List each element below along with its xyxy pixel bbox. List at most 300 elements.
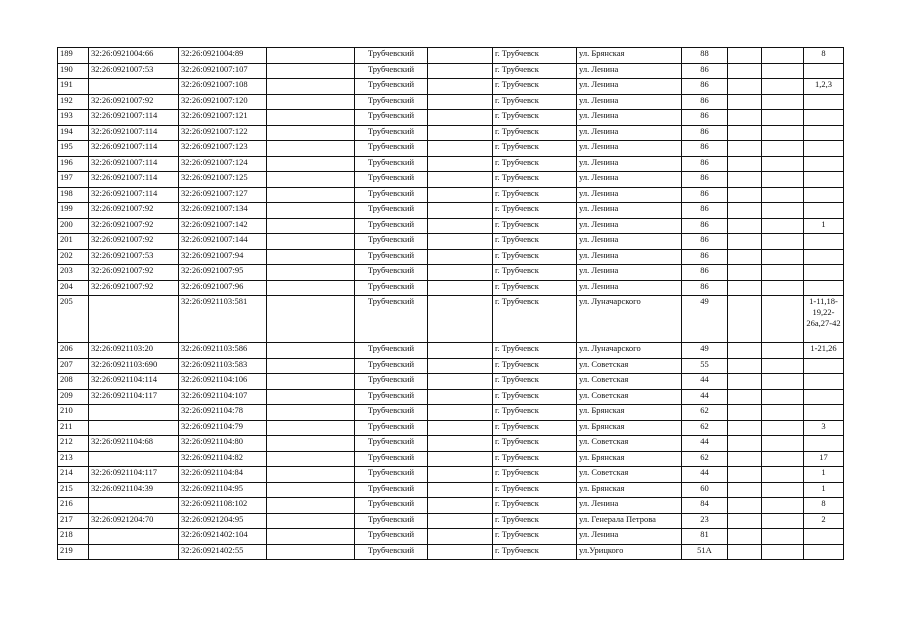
cell-apartments: 1 bbox=[804, 482, 844, 498]
cell-no: 216 bbox=[58, 498, 89, 514]
cell-blank1 bbox=[267, 451, 355, 467]
cell-city: г. Трубчевск bbox=[493, 405, 577, 421]
cell-cad-new: 32:26:0921007:144 bbox=[179, 234, 267, 250]
cell-blank2 bbox=[428, 529, 493, 545]
cell-blank1 bbox=[267, 156, 355, 172]
cell-blank2 bbox=[428, 296, 493, 343]
cell-house: 86 bbox=[682, 156, 728, 172]
cell-street: ул. Ленина bbox=[577, 498, 682, 514]
cell-street: ул. Ленина bbox=[577, 141, 682, 157]
cell-blank2 bbox=[428, 234, 493, 250]
cell-district: Трубчевский bbox=[355, 187, 428, 203]
cell-house: 86 bbox=[682, 203, 728, 219]
cell-apartments: 2 bbox=[804, 513, 844, 529]
cell-cad-old bbox=[89, 544, 179, 560]
cell-city: г. Трубчевск bbox=[493, 389, 577, 405]
cell-street: ул. Брянская bbox=[577, 451, 682, 467]
cell-blank4 bbox=[762, 265, 804, 281]
table-row bbox=[58, 79, 844, 95]
cell-blank3 bbox=[728, 63, 762, 79]
table-row bbox=[58, 141, 844, 157]
cell-district: Трубчевский bbox=[355, 234, 428, 250]
cell-house: 86 bbox=[682, 79, 728, 95]
cell-cad-old: 32:26:0921104:117 bbox=[89, 467, 179, 483]
cell-blank3 bbox=[728, 249, 762, 265]
cell-blank4 bbox=[762, 234, 804, 250]
cell-cad-old bbox=[89, 79, 179, 95]
cell-blank2 bbox=[428, 467, 493, 483]
cell-blank4 bbox=[762, 218, 804, 234]
cell-apartments bbox=[804, 203, 844, 219]
cell-city: г. Трубчевск bbox=[493, 451, 577, 467]
cell-blank4 bbox=[762, 544, 804, 560]
cell-blank2 bbox=[428, 436, 493, 452]
cell-blank1 bbox=[267, 172, 355, 188]
cell-blank4 bbox=[762, 280, 804, 296]
cell-blank1 bbox=[267, 544, 355, 560]
cell-cad-old: 32:26:0921007:114 bbox=[89, 172, 179, 188]
cell-blank2 bbox=[428, 358, 493, 374]
cell-street: ул. Ленина bbox=[577, 125, 682, 141]
cell-house: 86 bbox=[682, 172, 728, 188]
cell-street: ул. Советская bbox=[577, 374, 682, 390]
table-row bbox=[58, 265, 844, 281]
cell-apartments bbox=[804, 280, 844, 296]
cell-cad-new: 32:26:0921104:82 bbox=[179, 451, 267, 467]
cell-no: 202 bbox=[58, 249, 89, 265]
cell-cad-new: 32:26:0921104:107 bbox=[179, 389, 267, 405]
cell-blank4 bbox=[762, 451, 804, 467]
cell-city: г. Трубчевск bbox=[493, 529, 577, 545]
cell-district: Трубчевский bbox=[355, 280, 428, 296]
cell-apartments bbox=[804, 436, 844, 452]
cell-district: Трубчевский bbox=[355, 296, 428, 343]
cell-blank3 bbox=[728, 296, 762, 343]
cell-no: 193 bbox=[58, 110, 89, 126]
cell-blank3 bbox=[728, 141, 762, 157]
cell-apartments: 1-21,26 bbox=[804, 343, 844, 359]
cell-house: 81 bbox=[682, 529, 728, 545]
cell-blank2 bbox=[428, 156, 493, 172]
cell-street: ул. Ленина bbox=[577, 234, 682, 250]
cell-cad-old: 32:26:0921004:66 bbox=[89, 48, 179, 64]
cell-no: 197 bbox=[58, 172, 89, 188]
cell-blank3 bbox=[728, 218, 762, 234]
cell-cad-new: 32:26:0921104:79 bbox=[179, 420, 267, 436]
cell-house: 86 bbox=[682, 218, 728, 234]
cell-blank3 bbox=[728, 498, 762, 514]
cell-blank4 bbox=[762, 156, 804, 172]
cell-cad-old bbox=[89, 529, 179, 545]
cell-district: Трубчевский bbox=[355, 249, 428, 265]
cell-street: ул. Ленина bbox=[577, 187, 682, 203]
table-row bbox=[58, 94, 844, 110]
cell-city: г. Трубчевск bbox=[493, 358, 577, 374]
cell-blank1 bbox=[267, 358, 355, 374]
cell-cad-new: 32:26:0921108:102 bbox=[179, 498, 267, 514]
cell-cad-new: 32:26:0921007:123 bbox=[179, 141, 267, 157]
cell-blank3 bbox=[728, 467, 762, 483]
cell-street: ул. Ленина bbox=[577, 79, 682, 95]
cell-cad-old: 32:26:0921104:114 bbox=[89, 374, 179, 390]
cell-street: ул. Луначарского bbox=[577, 343, 682, 359]
table-row bbox=[58, 498, 844, 514]
cell-blank3 bbox=[728, 234, 762, 250]
cell-no: 213 bbox=[58, 451, 89, 467]
cell-no: 201 bbox=[58, 234, 89, 250]
cell-blank1 bbox=[267, 467, 355, 483]
cell-blank4 bbox=[762, 467, 804, 483]
cell-blank3 bbox=[728, 358, 762, 374]
cell-district: Трубчевский bbox=[355, 451, 428, 467]
cell-blank1 bbox=[267, 218, 355, 234]
cell-no: 215 bbox=[58, 482, 89, 498]
cell-blank2 bbox=[428, 172, 493, 188]
cell-blank4 bbox=[762, 110, 804, 126]
cell-district: Трубчевский bbox=[355, 467, 428, 483]
cell-house: 62 bbox=[682, 405, 728, 421]
cell-cad-new: 32:26:0921402:55 bbox=[179, 544, 267, 560]
table-row bbox=[58, 374, 844, 390]
cell-blank2 bbox=[428, 110, 493, 126]
cell-apartments bbox=[804, 172, 844, 188]
cell-city: г. Трубчевск bbox=[493, 234, 577, 250]
cell-street: ул. Ленина bbox=[577, 110, 682, 126]
cell-street: ул. Ленина bbox=[577, 529, 682, 545]
cell-street: ул. Ленина bbox=[577, 249, 682, 265]
cell-no: 192 bbox=[58, 94, 89, 110]
cell-no: 211 bbox=[58, 420, 89, 436]
cell-apartments bbox=[804, 94, 844, 110]
cell-cad-old: 32:26:0921007:114 bbox=[89, 110, 179, 126]
cell-blank3 bbox=[728, 374, 762, 390]
cell-apartments: 3 bbox=[804, 420, 844, 436]
cell-no: 218 bbox=[58, 529, 89, 545]
table-row bbox=[58, 529, 844, 545]
table-row bbox=[58, 451, 844, 467]
cell-no: 208 bbox=[58, 374, 89, 390]
cell-blank3 bbox=[728, 265, 762, 281]
table-row bbox=[58, 358, 844, 374]
cell-house: 49 bbox=[682, 343, 728, 359]
table-row bbox=[58, 513, 844, 529]
cell-no: 191 bbox=[58, 79, 89, 95]
cell-cad-new: 32:26:0921103:583 bbox=[179, 358, 267, 374]
cell-blank3 bbox=[728, 529, 762, 545]
cell-blank2 bbox=[428, 389, 493, 405]
cell-house: 86 bbox=[682, 265, 728, 281]
cell-blank4 bbox=[762, 79, 804, 95]
cell-house: 44 bbox=[682, 374, 728, 390]
cell-blank3 bbox=[728, 420, 762, 436]
cell-apartments bbox=[804, 125, 844, 141]
cell-cad-old: 32:26:0921007:53 bbox=[89, 249, 179, 265]
cell-blank2 bbox=[428, 482, 493, 498]
cell-no: 217 bbox=[58, 513, 89, 529]
cell-cad-new: 32:26:0921007:134 bbox=[179, 203, 267, 219]
table-row bbox=[58, 203, 844, 219]
cell-no: 198 bbox=[58, 187, 89, 203]
cell-blank1 bbox=[267, 405, 355, 421]
table-row bbox=[58, 343, 844, 359]
cell-apartments bbox=[804, 234, 844, 250]
cell-house: 44 bbox=[682, 389, 728, 405]
cell-cad-old bbox=[89, 296, 179, 343]
cell-blank1 bbox=[267, 296, 355, 343]
cell-district: Трубчевский bbox=[355, 141, 428, 157]
cell-no: 196 bbox=[58, 156, 89, 172]
table-row bbox=[58, 436, 844, 452]
cell-cad-old: 32:26:0921007:92 bbox=[89, 234, 179, 250]
cell-blank1 bbox=[267, 280, 355, 296]
cell-street: ул. Ленина bbox=[577, 172, 682, 188]
cell-apartments bbox=[804, 141, 844, 157]
cell-street: ул. Ленина bbox=[577, 265, 682, 281]
cell-cad-old: 32:26:0921104:68 bbox=[89, 436, 179, 452]
cell-street: ул. Генерала Петрова bbox=[577, 513, 682, 529]
cell-district: Трубчевский bbox=[355, 498, 428, 514]
cell-blank4 bbox=[762, 358, 804, 374]
table-row bbox=[58, 544, 844, 560]
cell-cad-new: 32:26:0921104:80 bbox=[179, 436, 267, 452]
cell-no: 189 bbox=[58, 48, 89, 64]
cell-blank4 bbox=[762, 172, 804, 188]
table-row bbox=[58, 296, 844, 343]
cell-cad-old: 32:26:0921007:92 bbox=[89, 218, 179, 234]
cell-district: Трубчевский bbox=[355, 389, 428, 405]
cell-no: 209 bbox=[58, 389, 89, 405]
cell-blank2 bbox=[428, 203, 493, 219]
cell-blank2 bbox=[428, 280, 493, 296]
table-row bbox=[58, 125, 844, 141]
cell-blank1 bbox=[267, 125, 355, 141]
cell-cad-new: 32:26:0921007:142 bbox=[179, 218, 267, 234]
cell-blank2 bbox=[428, 249, 493, 265]
cell-blank3 bbox=[728, 48, 762, 64]
cell-cad-new: 32:26:0921007:122 bbox=[179, 125, 267, 141]
cell-no: 200 bbox=[58, 218, 89, 234]
cell-apartments bbox=[804, 63, 844, 79]
cell-apartments: 1-11,18-19,22-26а,27-42 bbox=[804, 296, 844, 343]
cell-blank4 bbox=[762, 125, 804, 141]
cell-district: Трубчевский bbox=[355, 374, 428, 390]
cell-blank4 bbox=[762, 389, 804, 405]
cell-blank1 bbox=[267, 94, 355, 110]
cell-district: Трубчевский bbox=[355, 79, 428, 95]
cell-cad-old: 32:26:0921007:92 bbox=[89, 203, 179, 219]
cell-house: 86 bbox=[682, 249, 728, 265]
table-row bbox=[58, 48, 844, 64]
cell-blank2 bbox=[428, 420, 493, 436]
table-row bbox=[58, 482, 844, 498]
cell-no: 195 bbox=[58, 141, 89, 157]
cell-city: г. Трубчевск bbox=[493, 467, 577, 483]
cell-no: 210 bbox=[58, 405, 89, 421]
cell-blank1 bbox=[267, 63, 355, 79]
cell-district: Трубчевский bbox=[355, 48, 428, 64]
cell-city: г. Трубчевск bbox=[493, 110, 577, 126]
table-row bbox=[58, 110, 844, 126]
cell-city: г. Трубчевск bbox=[493, 420, 577, 436]
cell-cad-new: 32:26:0921007:125 bbox=[179, 172, 267, 188]
cell-street: ул. Ленина bbox=[577, 218, 682, 234]
cell-cad-new: 32:26:0921104:106 bbox=[179, 374, 267, 390]
cell-house: 62 bbox=[682, 420, 728, 436]
cell-city: г. Трубчевск bbox=[493, 125, 577, 141]
cell-cad-old: 32:26:0921104:117 bbox=[89, 389, 179, 405]
cell-house: 86 bbox=[682, 125, 728, 141]
cell-house: 86 bbox=[682, 141, 728, 157]
cell-city: г. Трубчевск bbox=[493, 48, 577, 64]
table-row bbox=[58, 280, 844, 296]
cell-blank3 bbox=[728, 187, 762, 203]
cell-blank2 bbox=[428, 374, 493, 390]
cell-cad-old: 32:26:0921103:690 bbox=[89, 358, 179, 374]
cell-district: Трубчевский bbox=[355, 203, 428, 219]
cell-house: 62 bbox=[682, 451, 728, 467]
cell-district: Трубчевский bbox=[355, 156, 428, 172]
cell-apartments: 8 bbox=[804, 498, 844, 514]
cell-cad-old: 32:26:0921007:114 bbox=[89, 125, 179, 141]
cell-no: 204 bbox=[58, 280, 89, 296]
cell-house: 86 bbox=[682, 94, 728, 110]
cell-cad-old: 32:26:0921007:114 bbox=[89, 187, 179, 203]
cell-district: Трубчевский bbox=[355, 218, 428, 234]
cell-city: г. Трубчевск bbox=[493, 544, 577, 560]
cell-blank2 bbox=[428, 544, 493, 560]
cell-district: Трубчевский bbox=[355, 172, 428, 188]
cell-street: ул. Луначарского bbox=[577, 296, 682, 343]
cell-city: г. Трубчевск bbox=[493, 141, 577, 157]
cell-city: г. Трубчевск bbox=[493, 79, 577, 95]
cell-blank3 bbox=[728, 513, 762, 529]
cell-district: Трубчевский bbox=[355, 110, 428, 126]
cell-blank3 bbox=[728, 451, 762, 467]
cell-street: ул. Брянская bbox=[577, 48, 682, 64]
cell-house: 55 bbox=[682, 358, 728, 374]
cell-blank2 bbox=[428, 79, 493, 95]
cell-blank4 bbox=[762, 420, 804, 436]
cell-blank4 bbox=[762, 343, 804, 359]
cell-house: 51А bbox=[682, 544, 728, 560]
cell-cad-old: 32:26:0921007:92 bbox=[89, 265, 179, 281]
cell-cad-old: 32:26:0921007:114 bbox=[89, 141, 179, 157]
cell-cad-old bbox=[89, 498, 179, 514]
cell-house: 86 bbox=[682, 63, 728, 79]
cell-blank1 bbox=[267, 249, 355, 265]
table-row bbox=[58, 187, 844, 203]
cell-cad-new: 32:26:0921007:124 bbox=[179, 156, 267, 172]
cell-blank1 bbox=[267, 482, 355, 498]
cell-blank1 bbox=[267, 48, 355, 64]
cell-house: 88 bbox=[682, 48, 728, 64]
cell-cad-new: 32:26:0921103:586 bbox=[179, 343, 267, 359]
cell-blank4 bbox=[762, 513, 804, 529]
cell-cad-new: 32:26:0921104:84 bbox=[179, 467, 267, 483]
cell-street: ул. Ленина bbox=[577, 203, 682, 219]
cell-blank4 bbox=[762, 48, 804, 64]
cell-apartments bbox=[804, 156, 844, 172]
cell-blank1 bbox=[267, 79, 355, 95]
cell-cad-new: 32:26:0921007:108 bbox=[179, 79, 267, 95]
cell-blank3 bbox=[728, 156, 762, 172]
cell-blank2 bbox=[428, 265, 493, 281]
cell-blank1 bbox=[267, 436, 355, 452]
cell-blank4 bbox=[762, 482, 804, 498]
cell-blank3 bbox=[728, 389, 762, 405]
cell-district: Трубчевский bbox=[355, 529, 428, 545]
cell-blank3 bbox=[728, 172, 762, 188]
cell-apartments bbox=[804, 544, 844, 560]
cell-apartments: 17 bbox=[804, 451, 844, 467]
cell-district: Трубчевский bbox=[355, 513, 428, 529]
cell-blank1 bbox=[267, 141, 355, 157]
cell-no: 205 bbox=[58, 296, 89, 343]
cell-blank2 bbox=[428, 451, 493, 467]
cell-apartments: 1 bbox=[804, 218, 844, 234]
cell-cad-new: 32:26:0921204:95 bbox=[179, 513, 267, 529]
cell-blank4 bbox=[762, 374, 804, 390]
cell-apartments bbox=[804, 529, 844, 545]
cell-cad-old: 32:26:0921103:20 bbox=[89, 343, 179, 359]
cell-cad-new: 32:26:0921104:78 bbox=[179, 405, 267, 421]
cell-blank4 bbox=[762, 141, 804, 157]
cell-no: 194 bbox=[58, 125, 89, 141]
cell-blank2 bbox=[428, 343, 493, 359]
cell-district: Трубчевский bbox=[355, 482, 428, 498]
cell-apartments: 1 bbox=[804, 467, 844, 483]
cell-district: Трубчевский bbox=[355, 405, 428, 421]
cell-cad-old bbox=[89, 420, 179, 436]
cell-blank4 bbox=[762, 249, 804, 265]
cell-blank2 bbox=[428, 498, 493, 514]
cell-street: ул. Советская bbox=[577, 467, 682, 483]
cell-apartments bbox=[804, 358, 844, 374]
cell-street: ул. Брянская bbox=[577, 405, 682, 421]
cell-cad-new: 32:26:0921007:127 bbox=[179, 187, 267, 203]
cell-house: 86 bbox=[682, 234, 728, 250]
cell-district: Трубчевский bbox=[355, 63, 428, 79]
table-row bbox=[58, 172, 844, 188]
cell-blank3 bbox=[728, 94, 762, 110]
table-row bbox=[58, 389, 844, 405]
table-row bbox=[58, 156, 844, 172]
cell-city: г. Трубчевск bbox=[493, 218, 577, 234]
cell-no: 199 bbox=[58, 203, 89, 219]
cell-blank3 bbox=[728, 405, 762, 421]
cell-street: ул. Ленина bbox=[577, 280, 682, 296]
cell-blank1 bbox=[267, 374, 355, 390]
cell-blank4 bbox=[762, 405, 804, 421]
cell-house: 86 bbox=[682, 110, 728, 126]
cell-cad-old: 32:26:0921007:92 bbox=[89, 280, 179, 296]
cell-cad-new: 32:26:0921104:95 bbox=[179, 482, 267, 498]
cell-blank2 bbox=[428, 125, 493, 141]
cell-no: 219 bbox=[58, 544, 89, 560]
cell-apartments bbox=[804, 110, 844, 126]
cell-no: 206 bbox=[58, 343, 89, 359]
cell-street: ул. Брянская bbox=[577, 482, 682, 498]
cell-apartments bbox=[804, 405, 844, 421]
cell-no: 212 bbox=[58, 436, 89, 452]
cell-blank4 bbox=[762, 436, 804, 452]
cell-blank3 bbox=[728, 436, 762, 452]
cell-house: 44 bbox=[682, 467, 728, 483]
table-row bbox=[58, 218, 844, 234]
cell-cad-old bbox=[89, 405, 179, 421]
table-row bbox=[58, 63, 844, 79]
cell-city: г. Трубчевск bbox=[493, 156, 577, 172]
